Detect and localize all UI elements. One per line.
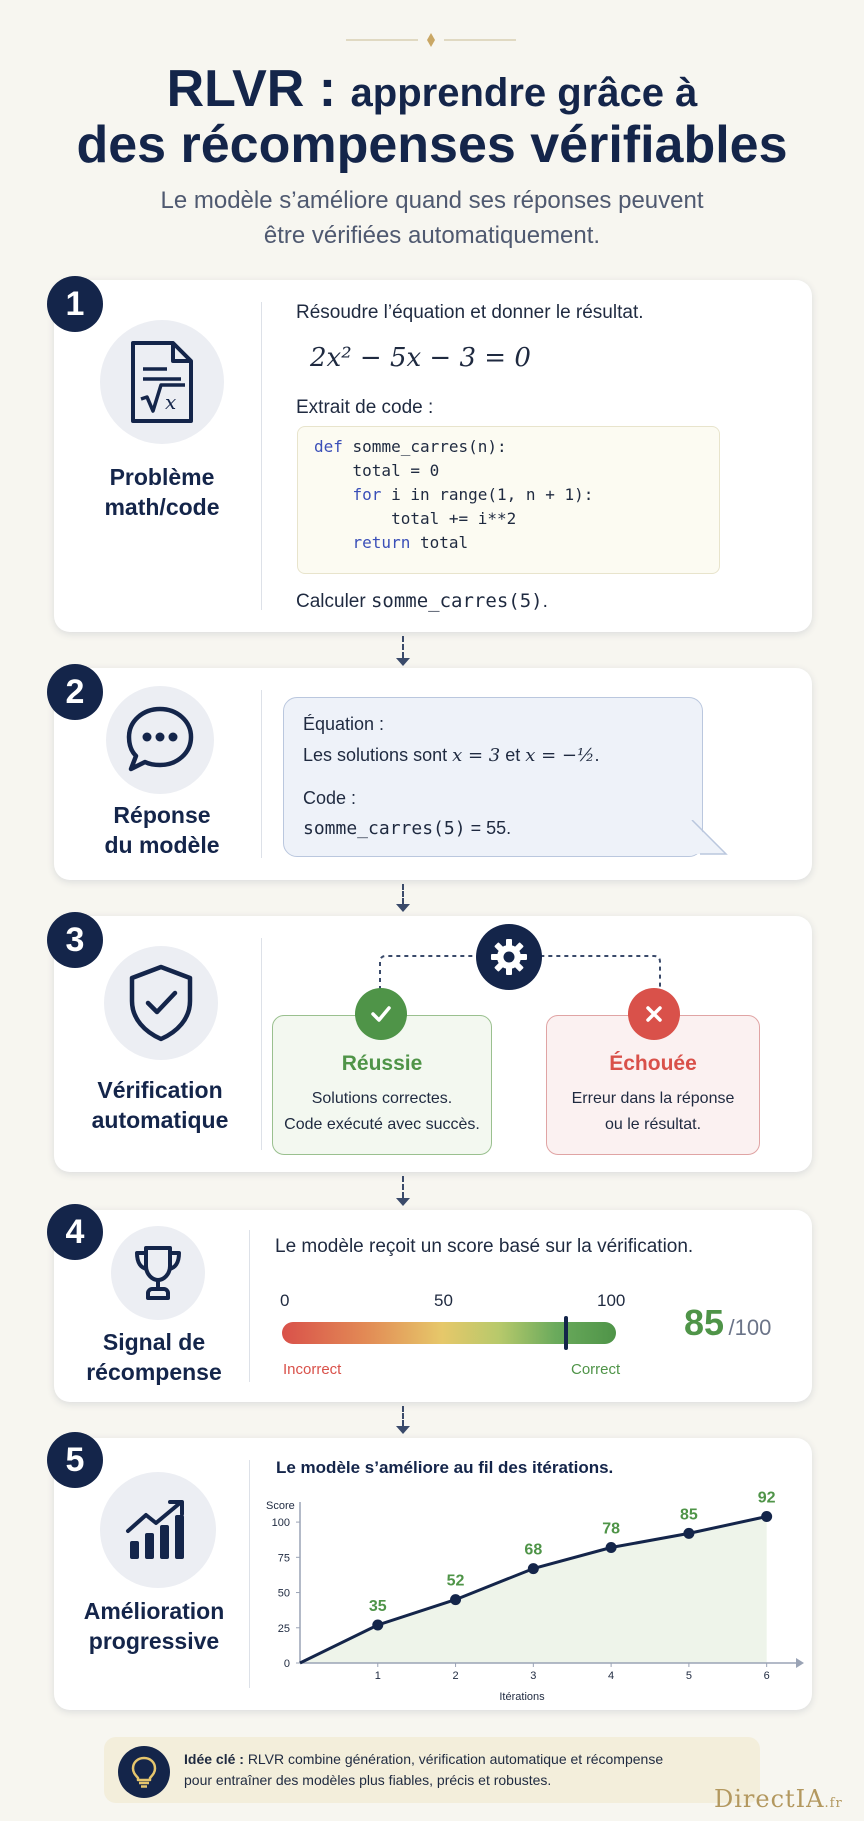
chart-xtick-label: 2	[452, 1670, 459, 1682]
chart-data-label: 85	[679, 1506, 698, 1524]
gear-badge	[476, 924, 542, 990]
scale-right-label: Correct	[571, 1361, 621, 1378]
key-idea-label: Idée clé :	[184, 1751, 248, 1767]
step-2-number: 2	[47, 664, 103, 720]
scale-left-label: Incorrect	[283, 1361, 342, 1378]
step-2-label-line1: Réponse	[113, 802, 211, 828]
reward-description: Le modèle reçoit un score basé sur la vérification.	[275, 1236, 694, 1257]
step-4-number: 4	[47, 1204, 103, 1260]
chart-data-point	[761, 1511, 772, 1522]
page-subtitle: Le modèle s’améliore quand ses réponses peuvent	[160, 187, 704, 214]
cross-icon	[642, 1002, 666, 1026]
chart-data-label: 35	[368, 1597, 387, 1615]
chart-ytick-label: 0	[283, 1658, 290, 1670]
scale-min-label: 0	[280, 1291, 290, 1310]
answer-eq-label: Équation :	[303, 714, 385, 734]
chart-ytick-label: 100	[271, 1517, 290, 1530]
step-1-equation: 2x² − 5x − 3 = 0	[310, 343, 531, 373]
title-acronym: RLVR :	[166, 60, 351, 118]
key-idea-text: Idée clé : RLVR combine génération, vérification automatique et récompense pour entraîner des modèles plus fiables, précis et robustes.	[184, 1751, 664, 1788]
chart-data-label: 78	[602, 1520, 621, 1538]
scale-max-label: 100	[597, 1291, 626, 1310]
code-line-4: total += i**2	[314, 509, 517, 528]
step-2-label-line2: du modèle	[104, 832, 220, 858]
answer-code-text: somme_carres(5) = 55.	[303, 818, 512, 839]
chart-data-point	[683, 1528, 694, 1539]
code-line-2: total = 0	[314, 461, 440, 480]
code-line-3: for i in range(1, n + 1):	[314, 485, 594, 504]
chart-ytick-label: 25	[277, 1622, 290, 1635]
chart-data-point	[528, 1563, 539, 1574]
step-3-number: 3	[47, 912, 103, 968]
failure-title: Échouée	[609, 1052, 697, 1075]
chart-xtick-label: 1	[374, 1670, 381, 1682]
code-line-5: return total	[314, 533, 469, 552]
page-subtitle-line2: être vérifiées automatiquement.	[263, 222, 601, 249]
page-title-line2: des récompenses vérifiables	[76, 116, 788, 174]
code-line-1: def somme_carres(n):	[314, 437, 507, 456]
score-max: /100	[728, 1315, 772, 1340]
progress-description: Le modèle s’améliore au fil des itérations.	[276, 1458, 614, 1477]
chart-ytick-label: 50	[277, 1587, 290, 1600]
chart-xlabel: Itérations	[499, 1691, 545, 1703]
chart-xtick-label: 5	[685, 1670, 692, 1682]
chart-data-point	[372, 1619, 383, 1630]
key-idea-icon-circle	[118, 1746, 170, 1798]
svg-text:x: x	[165, 390, 177, 414]
step-1-label-line2: math/code	[104, 494, 220, 520]
step-5-number: 5	[47, 1432, 103, 1488]
gear-icon	[489, 937, 529, 977]
step-5-label-line1: Amélioration	[83, 1598, 225, 1624]
step-1-label-line1: Problème	[109, 464, 215, 490]
step-1-prompt: Résoudre l’équation et donner le résultat.	[296, 302, 644, 323]
step-3-label-line1: Vérification	[97, 1077, 223, 1103]
chart-xtick-label: 6	[763, 1670, 770, 1682]
chart-ytick-label: 75	[277, 1552, 290, 1565]
chart-area-fill	[300, 1517, 767, 1664]
chart-data-label: 52	[446, 1572, 465, 1590]
check-icon	[368, 1001, 394, 1027]
failure-description: Erreur dans la réponse ou le résultat.	[571, 1090, 735, 1133]
lightbulb-icon	[131, 1756, 157, 1788]
chart-data-label: 92	[757, 1489, 776, 1507]
title-rest: apprendre grâce à	[350, 71, 698, 115]
step-4-label-line2: récompense	[86, 1359, 222, 1385]
step-1-code-label: Extrait de code :	[296, 397, 434, 418]
score-value: 85	[684, 1302, 725, 1343]
step-3-label-line2: automatique	[91, 1107, 229, 1133]
step-5-label-line2: progressive	[88, 1628, 220, 1654]
answer-code-label: Code :	[303, 788, 357, 808]
chart-xtick-label: 4	[608, 1670, 615, 1682]
chart-data-label: 68	[524, 1541, 543, 1559]
answer-eq-text: Les solutions sont x = 3 et x = −½.	[303, 745, 600, 766]
chart-data-point	[606, 1542, 617, 1553]
chart-x-axis-arrow	[796, 1658, 804, 1668]
success-title: Réussie	[341, 1052, 423, 1075]
chart-xtick-label: 3	[530, 1670, 537, 1682]
brand-logo: DirectIA.fr	[714, 1785, 843, 1813]
chart-data-point	[450, 1594, 461, 1605]
failure-badge	[628, 988, 680, 1040]
step-1-task: Calculer somme_carres(5).	[296, 590, 548, 612]
step-4-label-line1: Signal de	[102, 1329, 206, 1355]
scale-mid-label: 50	[434, 1291, 453, 1310]
step-1-number: 1	[47, 276, 103, 332]
success-description: Solutions correctes. Code exécuté avec succès.	[284, 1090, 480, 1133]
chart-ylabel: Score	[266, 1500, 295, 1512]
success-badge	[355, 988, 407, 1040]
